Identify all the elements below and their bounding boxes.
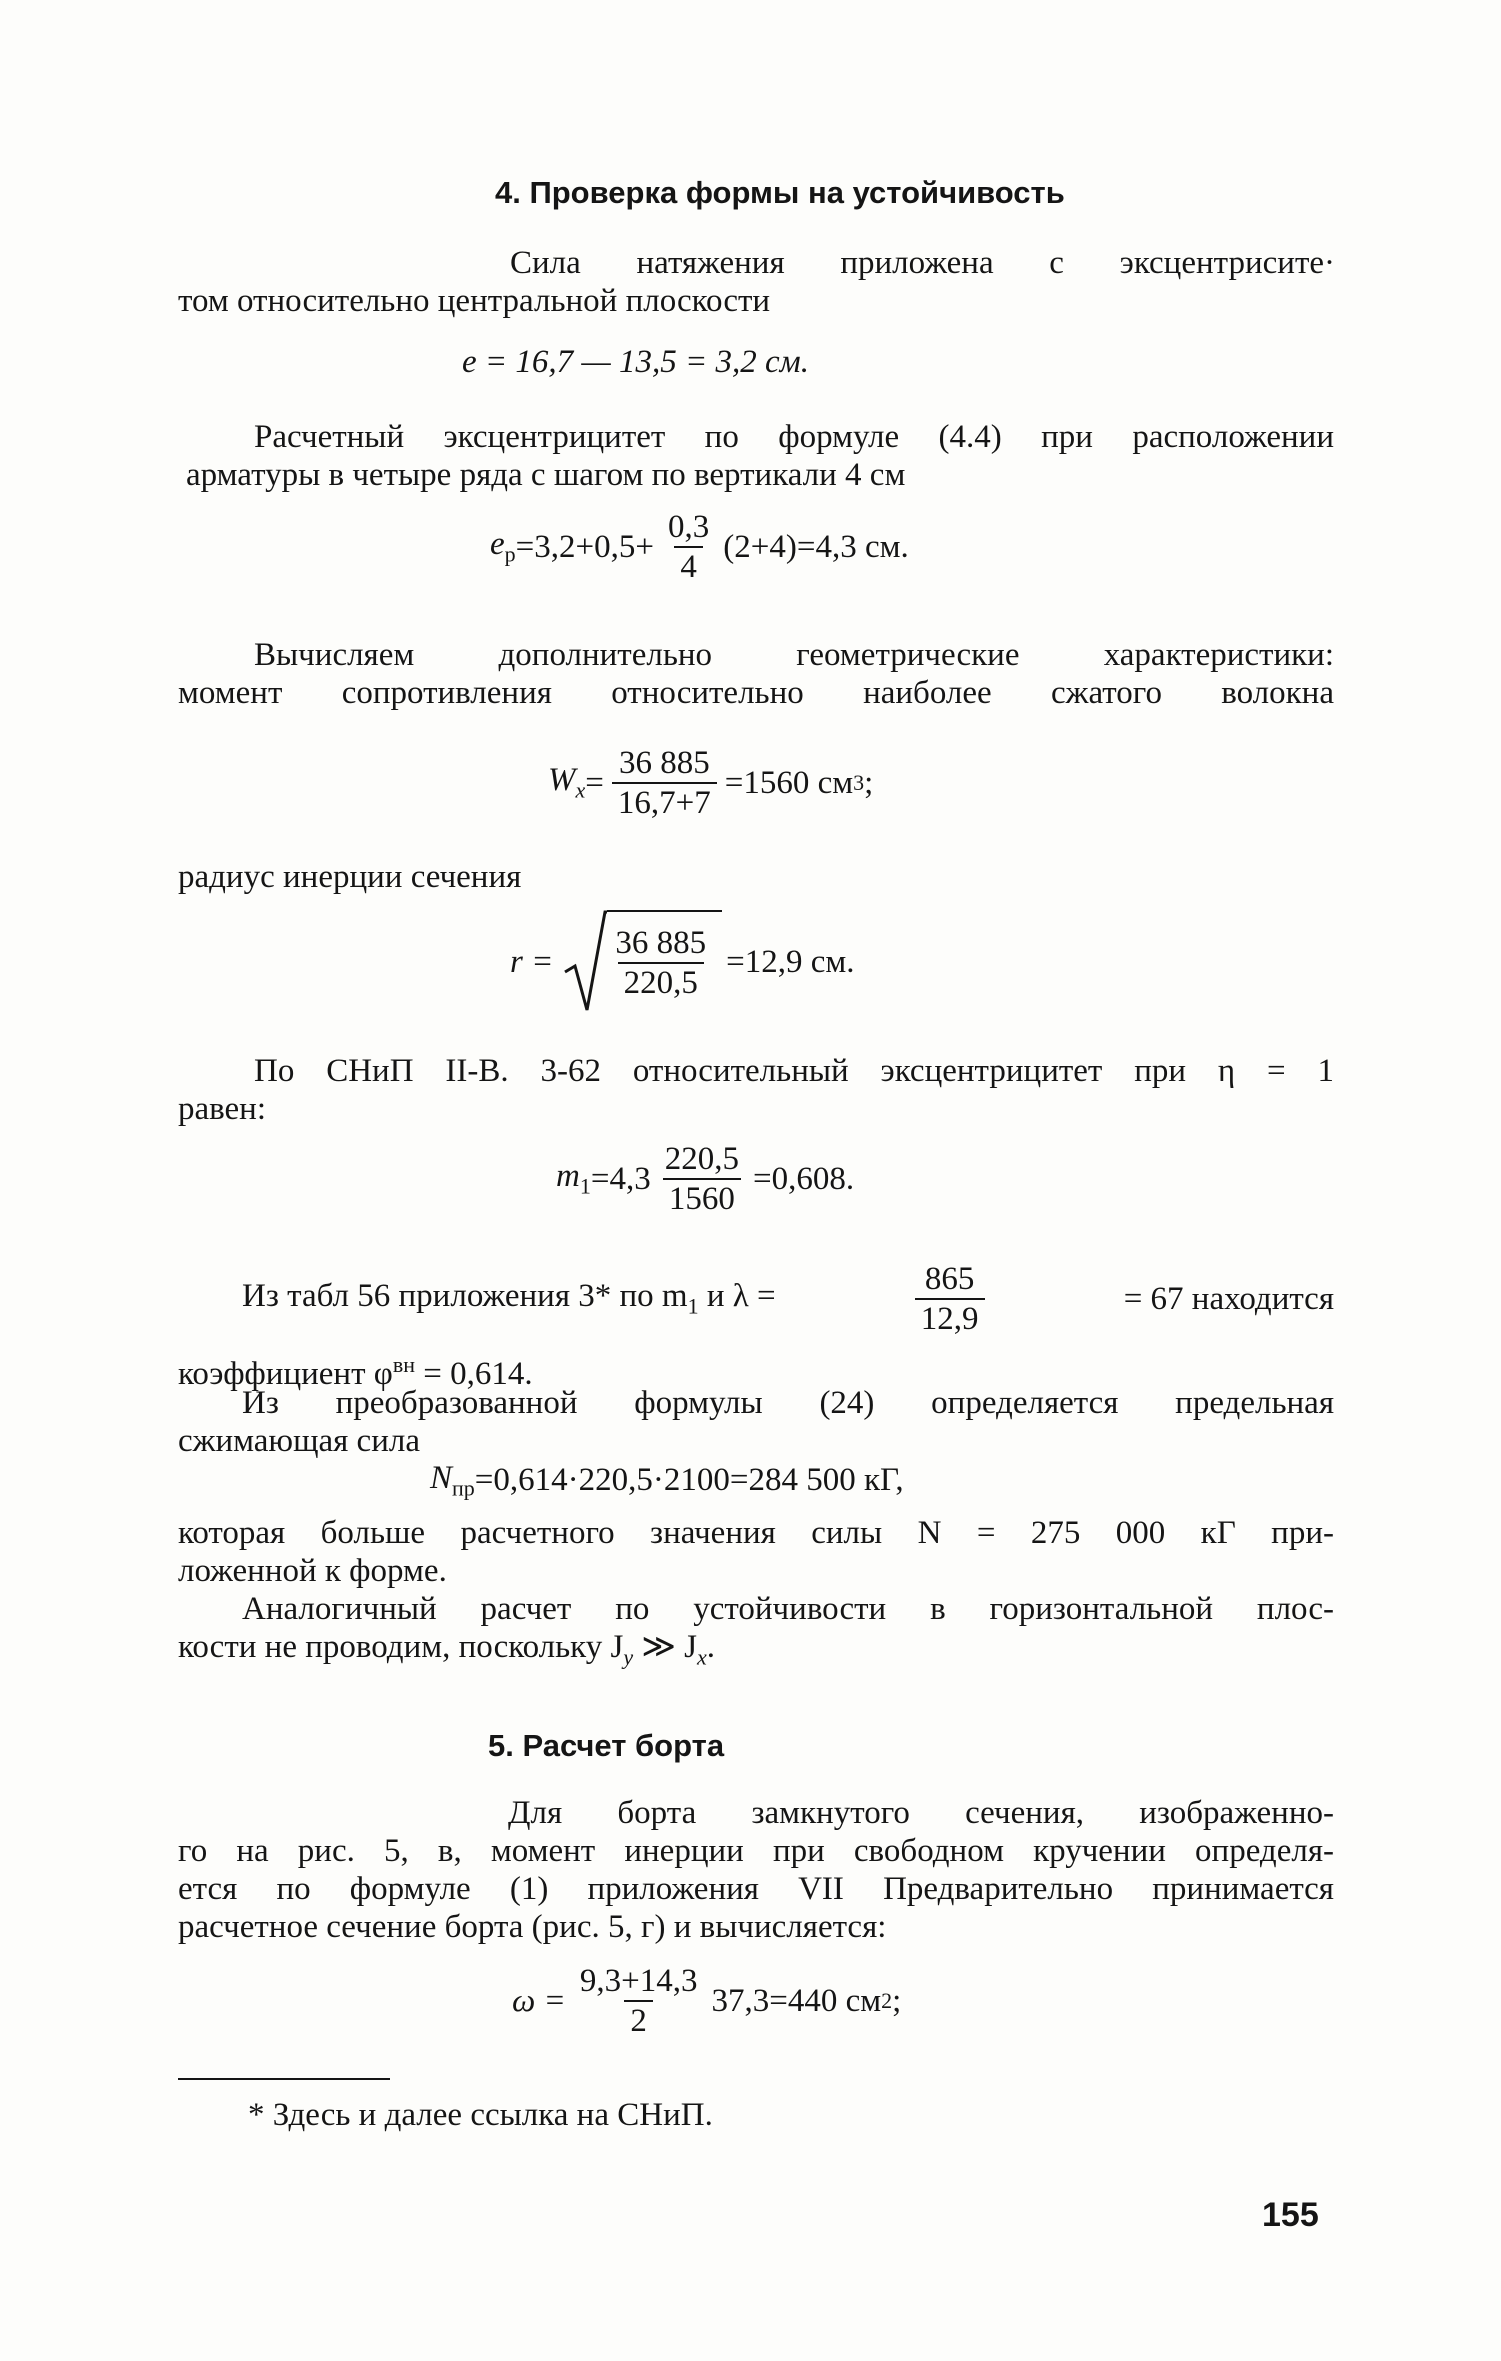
equation-r: r = $\frac{36 885}{220,5}$ =12,9 см. xyxy=(510,910,855,1014)
paragraph-line-with-fraction: Из табл 56 приложения 3* по $m_1$ и λ = $\frac{865}{12,9}$ = 67 находится xyxy=(242,1261,1334,1337)
paragraph-line: арматуры в четыре ряда с шагом по вертикали 4 см xyxy=(186,457,906,493)
paragraph-line: сжимающая сила xyxy=(178,1423,420,1459)
fraction: $\frac{36 885}{220,5}$ xyxy=(615,925,707,1001)
paragraph-line: момент сопротивления относительно наиболее сжатого волокна xyxy=(178,675,1334,711)
paragraph-line: Для борта замкнутого сечения, изображенно- xyxy=(508,1795,1334,1831)
paragraph-line: которая больше расчетного значения силы N = 275 000 кГ при- xyxy=(178,1515,1334,1551)
equation-ep: $e_р$ =3,2+0,5+ $\frac{0,3}{4}$ (2+4)=4,3 см. xyxy=(490,509,909,585)
paragraph-line: ется по формуле (1) приложения VII Предварительно принимается xyxy=(178,1871,1334,1907)
radical-sign-icon xyxy=(563,910,607,1014)
paragraph-line: Аналогичный расчет по устойчивости в горизонтальной плос- xyxy=(242,1591,1334,1627)
paragraph-line: Расчетный эксцентрицитет по формуле (4.4) при расположении xyxy=(254,419,1334,455)
paragraph-line: го на рис. 5, в, момент инерции при свободном кручении определя- xyxy=(178,1833,1334,1869)
paragraph-line: Вычисляем дополнительно геометрические характеристики: xyxy=(254,637,1334,673)
paragraph-line: расчетное сечение борта (рис. 5, г) и вычисляется: xyxy=(178,1909,887,1945)
section-4-heading: 4. Проверка формы на устойчивость xyxy=(495,175,1065,210)
paragraph-line: По СНиП II-В. 3-62 относительный эксцентрицитет при η = 1 xyxy=(254,1053,1334,1089)
paragraph-line: радиус инерции сечения xyxy=(178,859,522,895)
paragraph-line: кости не проводим, поскольку $J_y$ ≫ $J_x$. xyxy=(178,1629,716,1670)
paragraph-line: Сила натяжения приложена с эксцентрисите· xyxy=(510,245,1335,281)
equation-omega: ω = $\frac{9,3+14,3}{2}$ 37,3=440 см 2 ; xyxy=(512,1963,902,2039)
equation-e: e = 16,7 — 13,5 = 3,2 см. xyxy=(462,344,809,380)
equation-m1: $m_1$ =4,3 $\frac{220,5}{1560}$ =0,608. xyxy=(556,1141,855,1217)
fraction: $\frac{0,3}{4}$ xyxy=(668,509,710,585)
square-root xyxy=(563,910,722,1014)
paragraph-line: том относительно центральной плоскости xyxy=(178,283,771,319)
paragraph-line: равен: xyxy=(178,1091,267,1127)
paragraph-line: ложенной к форме. xyxy=(178,1553,447,1589)
footnote-rule xyxy=(178,2078,390,2080)
equation-npr: $N_{пр}$ =0,614·220,5·2100=284 500 кГ, xyxy=(430,1460,904,1501)
paragraph-line: Из преобразованной формулы (24) определяется предельная xyxy=(242,1385,1334,1421)
footnote: * Здесь и далее ссылка на СНиП. xyxy=(248,2097,713,2133)
fraction: $\frac{865}{12,9}$ xyxy=(915,1260,985,1338)
fraction: $\frac{36 885}{16,7+7}$ xyxy=(612,744,717,822)
page-number: 155 xyxy=(1262,2196,1319,2234)
paragraph-line: коэффициент $\varphi^{вн} = 0,614$. xyxy=(178,1352,533,1392)
equation-wx: $W_x$ = $\frac{36 885}{16,7+7}$ =1560 см 3 ; xyxy=(548,745,874,821)
fraction: $\frac{9,3+14,3}{2}$ xyxy=(579,1963,698,2039)
fraction: $\frac{220,5}{1560}$ xyxy=(664,1141,739,1217)
section-5-heading: 5. Расчет борта xyxy=(488,1728,725,1763)
